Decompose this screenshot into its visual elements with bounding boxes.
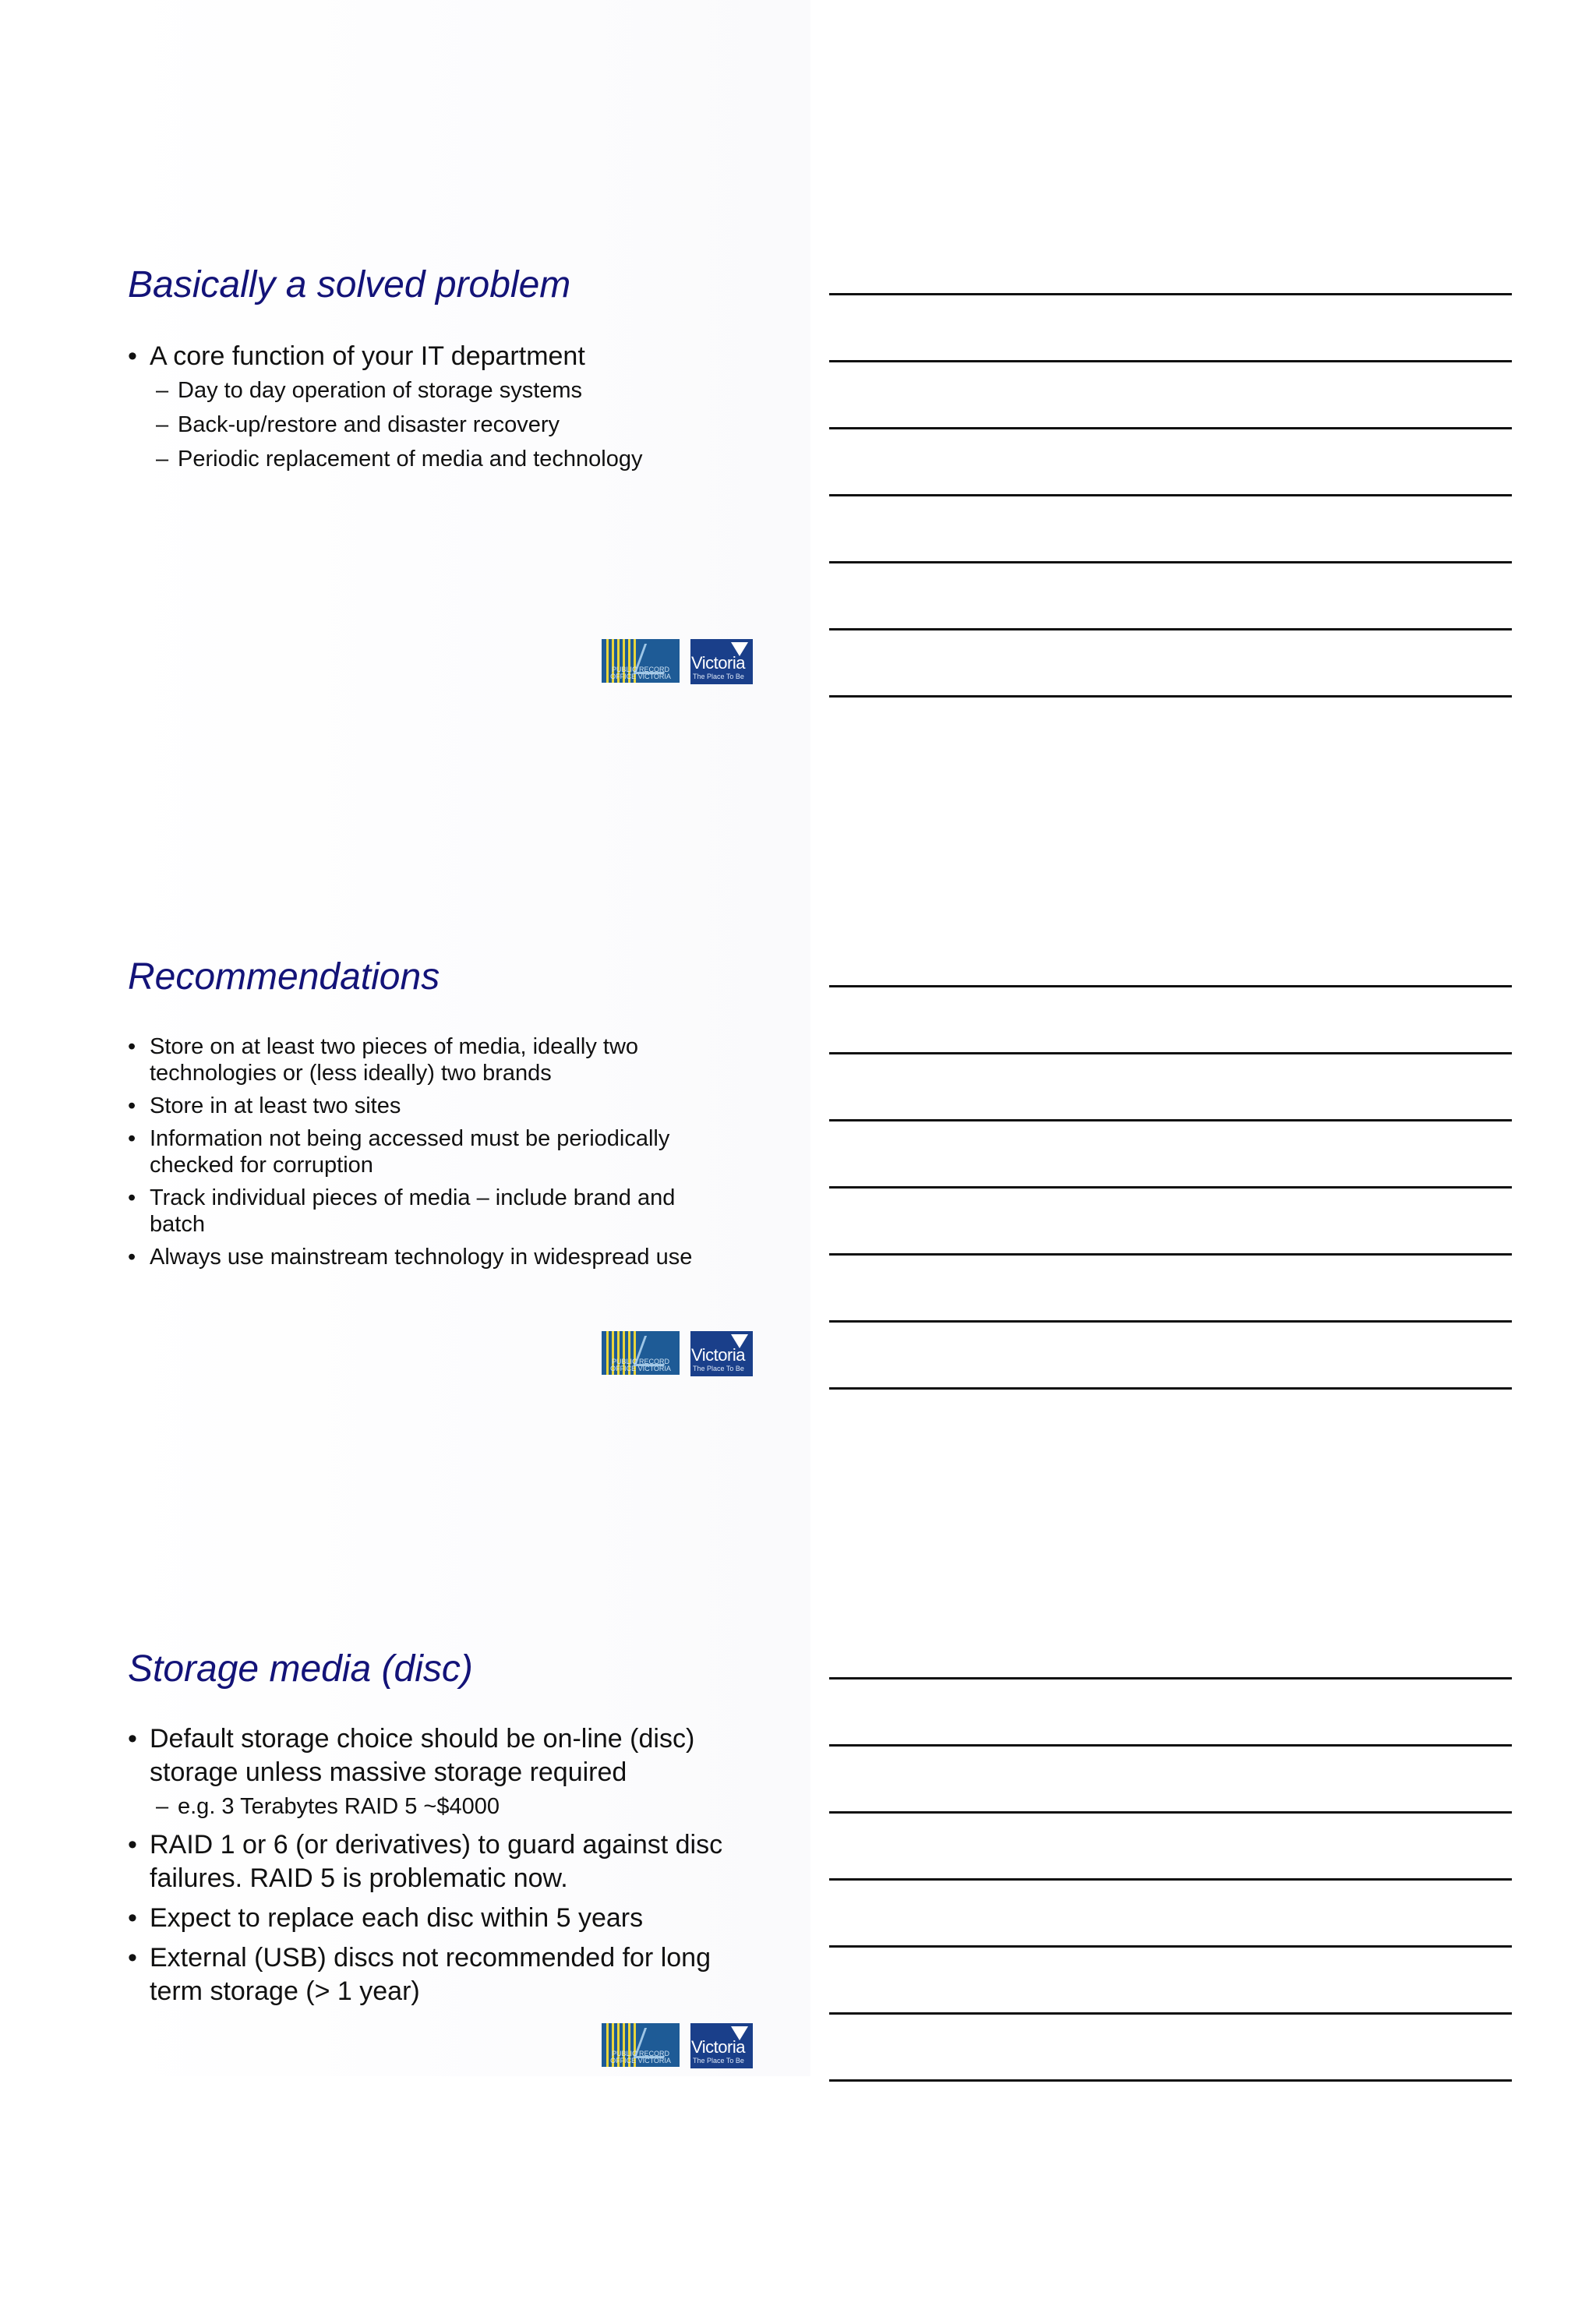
bullet-list xyxy=(128,1722,736,2008)
note-line xyxy=(829,429,1512,496)
bullet-item: • External (USB) discs not recommended for long term storage (> 1 year) xyxy=(128,1941,736,2008)
victoria-tagline: The Place To Be xyxy=(693,673,744,680)
note-line xyxy=(829,295,1512,362)
note-line xyxy=(829,1680,1512,1747)
bullet-item: • Store on at least two pieces of media, ideally two technologies or (less ideally) two brands xyxy=(128,1033,736,1086)
logo-group xyxy=(602,2023,754,2068)
notes-lines-2 xyxy=(829,920,1512,1390)
victoria-tagline: The Place To Be xyxy=(693,2057,744,2065)
note-line xyxy=(829,228,1512,295)
note-line xyxy=(829,496,1512,563)
notes-lines-1 xyxy=(829,228,1512,698)
prov-logo xyxy=(602,2023,680,2067)
bullet-item: • RAID 1 or 6 (or derivatives) to guard against disc failures. RAID 5 is problematic now. xyxy=(128,1828,736,1895)
bullet-item: • Track individual pieces of media – include brand and batch xyxy=(128,1185,736,1238)
note-line xyxy=(829,1948,1512,2015)
bullet-list xyxy=(128,1033,736,1277)
prov-logo-text: PUBLIC RECORD OFFICE VICTORIA xyxy=(610,666,671,680)
slide-title: Storage media (disc) xyxy=(128,1648,473,1690)
note-line xyxy=(829,1612,1512,1680)
sub-bullet-item: – Periodic replacement of media and technology xyxy=(128,442,642,476)
victoria-logo-text: Victoria xyxy=(691,1345,745,1365)
note-line xyxy=(829,1256,1512,1323)
prov-logo-text: PUBLIC RECORD OFFICE VICTORIA xyxy=(610,1358,671,1372)
victoria-logo xyxy=(690,2023,753,2068)
sub-bullet-item: – Back-up/restore and disaster recovery xyxy=(128,408,642,442)
note-line xyxy=(829,1881,1512,1948)
bullet-item: • Information not being accessed must be periodically checked for corruption xyxy=(128,1125,736,1178)
victoria-logo xyxy=(690,639,753,684)
note-line xyxy=(829,1747,1512,1814)
note-line xyxy=(829,1189,1512,1256)
note-line xyxy=(829,987,1512,1054)
note-line xyxy=(829,920,1512,987)
victoria-logo-text: Victoria xyxy=(691,653,745,673)
sub-bullet-item: – Day to day operation of storage systems xyxy=(128,373,642,408)
prov-logo-text: PUBLIC RECORD OFFICE VICTORIA xyxy=(610,2050,671,2065)
note-line xyxy=(829,1814,1512,1881)
logo-group xyxy=(602,1331,754,1376)
note-line xyxy=(829,1121,1512,1189)
victoria-tagline: The Place To Be xyxy=(693,1365,744,1372)
victoria-logo-text: Victoria xyxy=(691,2037,745,2057)
note-line xyxy=(829,362,1512,429)
notes-lines-3 xyxy=(829,1612,1512,2082)
bullet-item: • Default storage choice should be on-line (disc) storage unless massive storage required xyxy=(128,1722,736,1789)
note-line xyxy=(829,630,1512,698)
sub-bullet-item: – e.g. 3 Terabytes RAID 5 ~$4000 xyxy=(128,1789,736,1824)
logo-group xyxy=(602,639,754,684)
slide-title: Recommendations xyxy=(128,956,440,998)
note-line xyxy=(829,2015,1512,2082)
bullet-item: • A core function of your IT department xyxy=(128,340,642,373)
bullet-item: • Expect to replace each disc within 5 years xyxy=(128,1902,736,1935)
note-line xyxy=(829,1323,1512,1390)
note-line xyxy=(829,1054,1512,1121)
bullet-list xyxy=(128,340,642,476)
bullet-item: • Store in at least two sites xyxy=(128,1093,736,1119)
prov-logo xyxy=(602,639,680,683)
slide-title: Basically a solved problem xyxy=(128,264,571,306)
bullet-item: • Always use mainstream technology in widespread use xyxy=(128,1244,736,1270)
prov-logo xyxy=(602,1331,680,1375)
note-line xyxy=(829,563,1512,630)
victoria-logo xyxy=(690,1331,753,1376)
